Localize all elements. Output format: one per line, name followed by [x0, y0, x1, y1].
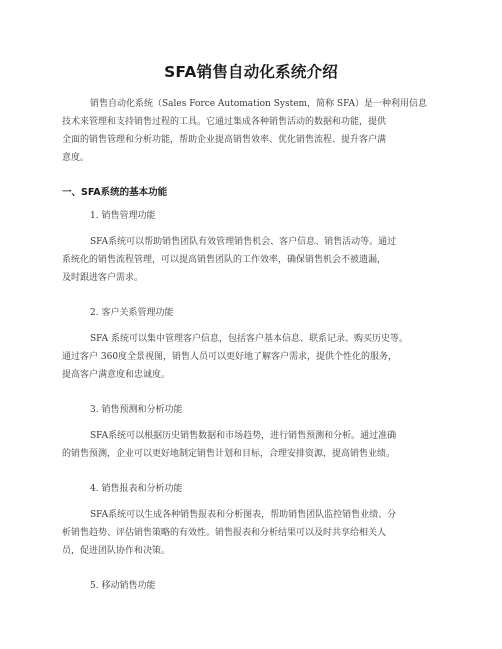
item-line: 通过客户 360度全景视图，销售人员可以更好地了解客户需求，提供个性化的服务， [62, 352, 398, 362]
intro-line: 销售自动化系统（Sales Force Automation System，简称 SFA）是一种利用信息 [90, 99, 428, 109]
item-line: 系统化的销售流程管理，可以提高销售团队的工作效率，确保销售机会不被遗漏， [62, 255, 387, 265]
item-line: 提高客户满意度和忠诚度。 [62, 370, 171, 380]
item-heading: 4. 销售报表和分析功能 [90, 484, 183, 494]
item-line: 析销售趋势、评估销售策略的有效性。销售报表和分析结果可以及时共享给相关人 [62, 528, 387, 538]
intro-line: 技术来管理和支持销售过程的工具。它通过集成各种销售活动的数据和功能，提供 [62, 117, 387, 127]
item-line: SFA系统可以根据历史销售数据和市场趋势，进行销售预测和分析。通过准确 [90, 431, 397, 441]
item-line: 员，促进团队协作和决策。 [62, 546, 171, 556]
section-heading: 一、SFA系统的基本功能 [62, 187, 168, 198]
item-heading: 5. 移动销售功能 [90, 581, 156, 591]
item-line: SFA系统可以生成各种销售报表和分析图表，帮助销售团队监控销售业绩、分 [90, 510, 397, 520]
intro-line: 意度。 [62, 153, 90, 163]
document-title: SFA销售自动化系统介绍 [164, 63, 338, 81]
item-line: 的销售预测，企业可以更好地制定销售计划和目标，合理安排资源，提高销售业绩。 [62, 449, 396, 459]
item-line: 及时跟进客户需求。 [62, 273, 144, 283]
item-heading: 1. 销售管理功能 [90, 211, 156, 221]
item-heading: 3. 销售预测和分析功能 [90, 405, 183, 415]
item-heading: 2. 客户关系管理功能 [90, 308, 174, 318]
item-line: SFA 系统可以集中管理客户信息，包括客户基本信息、联系记录、购买历史等。 [90, 334, 408, 344]
intro-line: 全面的销售管理和分析功能，帮助企业提高销售效率、优化销售流程、提升客户满 [62, 135, 387, 145]
item-line: SFA系统可以帮助销售团队有效管理销售机会、客户信息、销售活动等。通过 [90, 237, 397, 247]
